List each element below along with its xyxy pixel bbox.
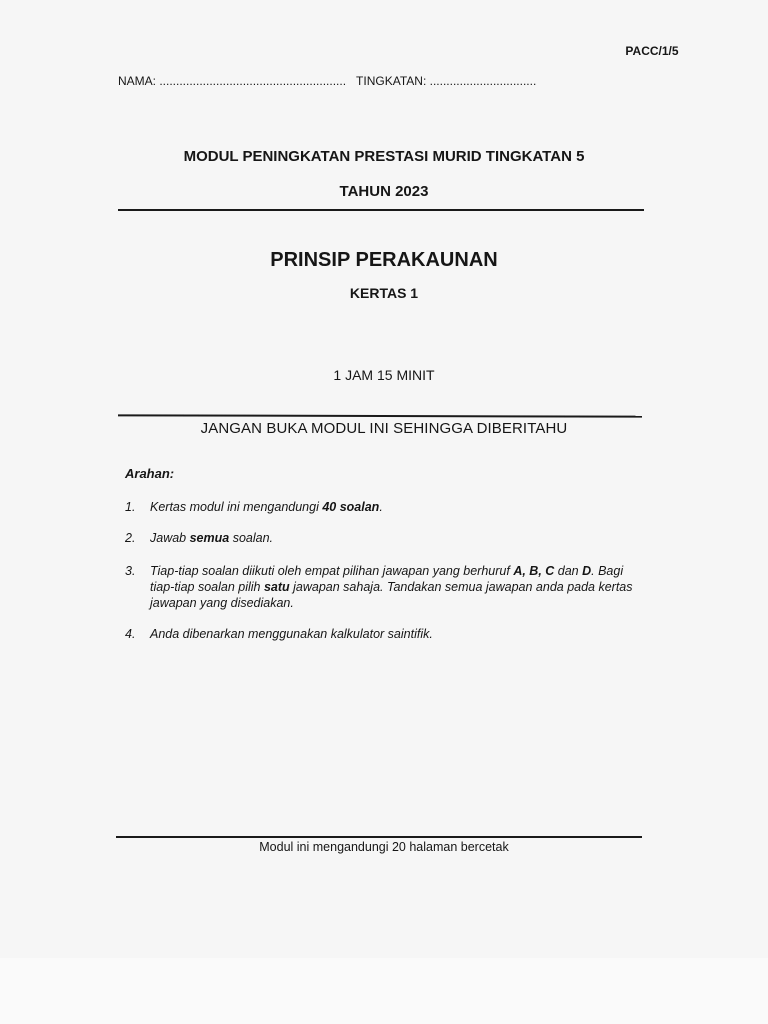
module-year: TAHUN 2023 — [339, 183, 429, 200]
instruction-text: jawapan sahaja. Tandakan semua jawapan anda pada kertas jawapan yang disediakan. — [150, 580, 633, 610]
student-info-line — [118, 74, 648, 88]
paper-number: KERTAS 1 — [349, 285, 419, 301]
instruction-emphasis: satu — [263, 580, 290, 594]
title-divider — [118, 209, 644, 211]
module-title: MODUL PENINGKATAN PRESTASI MURID TINGKATAN 5 — [183, 148, 585, 165]
instruction-text: Kertas modul ini mengandungi — [150, 500, 323, 514]
instruction-item-1 — [125, 499, 655, 515]
instruction-emphasis: D — [582, 564, 592, 578]
page-bottom-margin — [0, 958, 768, 1024]
instruction-emphasis: A, B, C — [513, 564, 555, 578]
instruction-text: soalan. — [229, 531, 273, 545]
footer-divider — [116, 836, 642, 838]
instruction-number: 2. — [125, 531, 136, 545]
paper-code: PACC/1/5 — [625, 44, 679, 58]
page-count-note: Modul ini mengandungi 20 halaman bercetak — [259, 840, 509, 854]
instruction-text: dan — [554, 564, 583, 578]
form-field-label: TINGKATAN: ................................ — [356, 74, 537, 88]
subject-title: PRINSIP PERAKAUNAN — [270, 249, 498, 271]
instruction-item-2 — [125, 530, 655, 546]
instruction-emphasis: 40 soalan — [322, 500, 380, 514]
instruction-text: Jawab — [150, 531, 190, 545]
do-not-open-warning: JANGAN BUKA MODUL INI SEHINGGA DIBERITAHU — [200, 420, 568, 437]
instruction-item-3 — [125, 563, 645, 611]
warning-divider — [118, 414, 642, 417]
instructions-heading: Arahan: — [125, 466, 175, 481]
instruction-text: Tiap-tiap soalan diikuti oleh empat pilihan jawapan yang berhuruf — [150, 564, 514, 578]
instruction-number: 1. — [125, 500, 136, 514]
instruction-number: 4. — [125, 627, 136, 641]
instruction-text: . — [379, 500, 383, 514]
instruction-text: Anda dibenarkan menggunakan kalkulator saintifik. — [150, 627, 433, 641]
exam-duration: 1 JAM 15 MINIT — [333, 367, 435, 383]
instruction-text: . Bagi tiap-tiap soalan pilih — [150, 564, 624, 594]
instruction-item-4 — [125, 626, 655, 642]
name-field-label: NAMA: ........................................................ — [118, 74, 347, 88]
instruction-emphasis: semua — [189, 531, 230, 545]
instruction-number: 3. — [125, 564, 136, 578]
